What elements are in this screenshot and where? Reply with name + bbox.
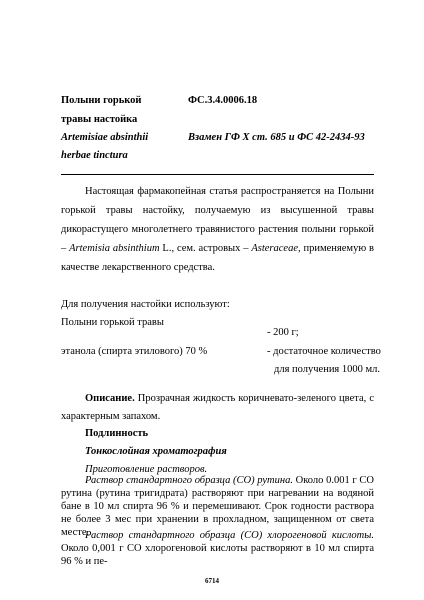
- monograph-name-lat-1: Artemisiae absinthii: [61, 132, 149, 143]
- intro-species: Artemisia absinthium: [69, 243, 160, 254]
- prep-heading: Приготовление растворов.: [85, 464, 208, 475]
- recipe-amount-2: - достаточное количество: [267, 346, 381, 357]
- header-divider: [61, 174, 374, 175]
- cga-text: Около 0,001 г СО хлорогеновой кислоты растворяют в 10 мл спирта 96 % и пе-: [61, 543, 374, 567]
- intro-text-2: L., сем. астровых –: [159, 243, 252, 254]
- recipe-amount-2b: для получения 1000 мл.: [274, 364, 381, 375]
- description-paragraph: [61, 390, 374, 426]
- intro-text-3: , применяемую в качестве лекарственного средства.: [61, 243, 374, 273]
- intro-paragraph: [61, 182, 374, 277]
- page-number: 6714: [205, 577, 219, 585]
- intro-family: Asteraceae: [251, 243, 299, 254]
- cga-label: Раствор стандартного образца (СО) хлорогеновой кислоты.: [85, 530, 374, 541]
- description-label: Описание.: [85, 393, 135, 404]
- recipe-title: Для получения настойки используют:: [61, 299, 230, 310]
- recipe-item-1: Полыни горькой травы: [61, 317, 164, 328]
- description-text: Прозрачная жидкость коричневато-зеленого цвета, с характерным запахом.: [61, 393, 374, 422]
- monograph-name-ru-1: Полыни горькой: [61, 95, 142, 106]
- tlc-heading: Тонкослойная хроматография: [85, 446, 227, 457]
- recipe-item-2: этанола (спирта этилового) 70 %: [61, 346, 208, 357]
- monograph-code: ФС.3.4.0006.18: [188, 95, 258, 106]
- recipe-amount-1: - 200 г;: [267, 327, 299, 338]
- monograph-name-lat-2: herbae tinctura: [61, 150, 128, 161]
- rutin-label: Раствор стандартного образца (СО) рутина.: [85, 475, 293, 486]
- cga-paragraph: [61, 529, 374, 568]
- identity-heading: Подлинность: [85, 428, 149, 439]
- replaces-text: Взамен ГФ X ст. 685 и ФС 42-2434-93: [188, 132, 365, 143]
- intro-text-1: Настоящая фармакопейная статья распространяется на Полыни горькой травы настойку, получаемую из высушенной травы дикорастущего многолетнего травянистого растения полыни горькой –: [61, 186, 374, 254]
- rutin-text: Около 0.001 г СО рутина (рутина тригидрата) растворяют при нагревании на водяной бане в 10 мл спирта 96 % и перемешивают. Срок годности раствора не более 3 мес при хранении в прохладном, защищенном от света месте.: [61, 475, 374, 538]
- monograph-name-ru-2: травы настойка: [61, 114, 138, 125]
